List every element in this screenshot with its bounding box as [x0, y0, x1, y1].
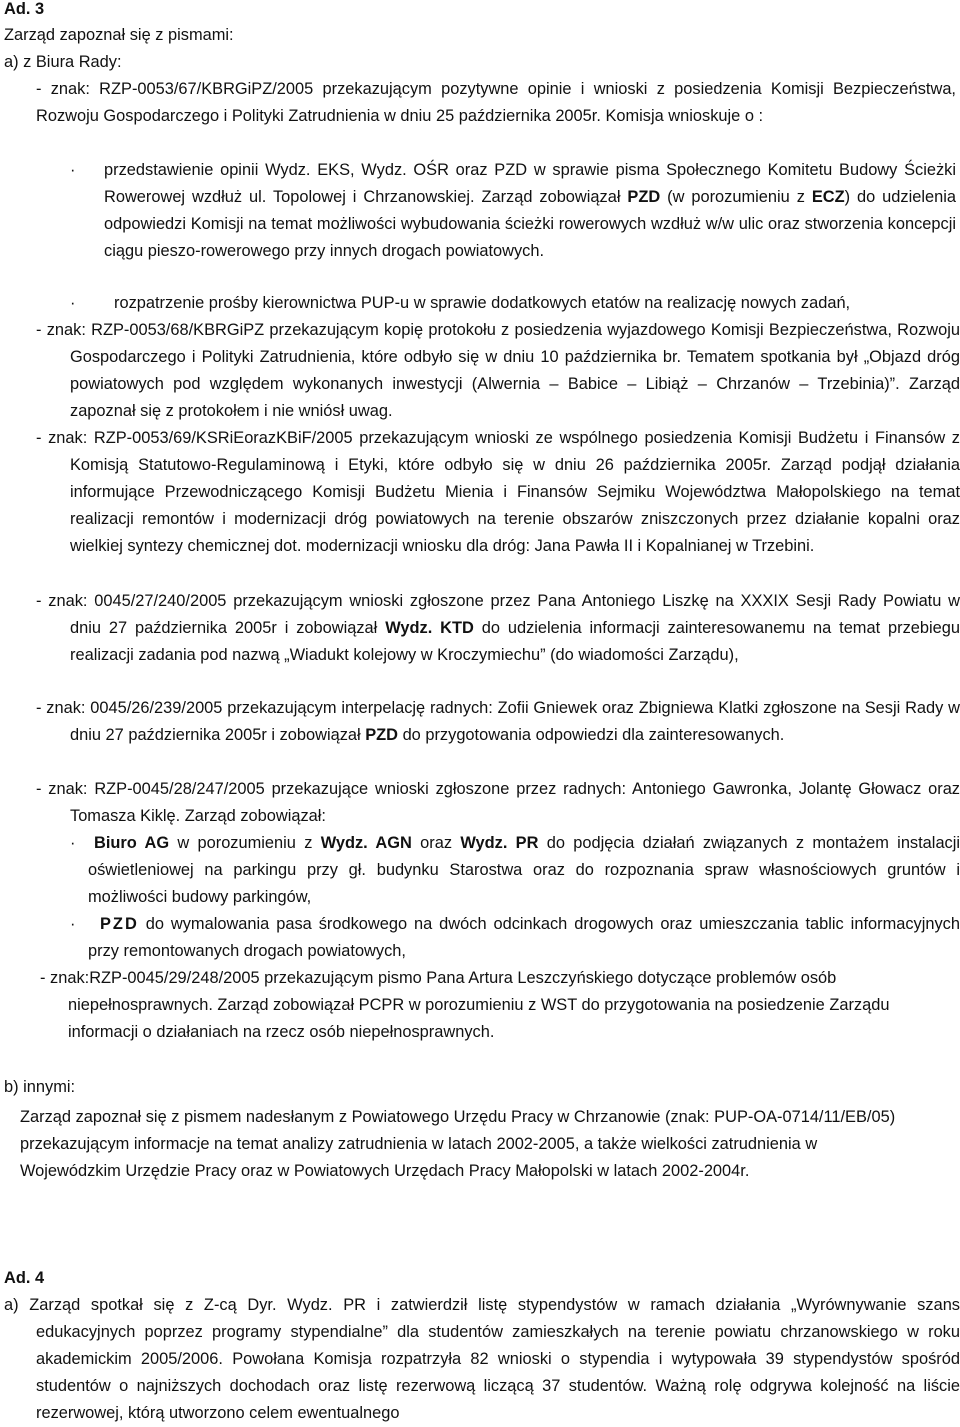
- item3-text: - znak: RZP-0053/69/KSRiEorazKBiF/2005 przekazującym wnioski ze wspólnego posiedzenia Komisji Budżetu i Finansów z Komisją Statutowo-Regulaminową i Etyki, które odbyło się w dniu 26 października 2005r. Zarząd podjął działania informujące Przewodniczącego Komisji Budżetu Mienia i Finansów Sejmiku Województwa Małopolskiego na temat realizacji remontów i modernizacji dróg powiatowych na terenie obszarów zniszczonych przez działanie kopalni oraz wielkiej syntezy chemicznej dot. modernizacji wniosku dla dróg: Jana Pawła II i Kopalnianej w Trzebini.: [36, 429, 960, 555]
- bullet: ·: [70, 161, 76, 179]
- item1-bullet1: przedstawienie opinii Wydz. EKS, Wydz. OŚR oraz PZD w sprawie pisma Społecznego Komitetu Budowy Ścieżki Rowerowej wzdłuż ul. Topolowej i Chrzanowskiej. Zarząd zobowiązał PZD (w porozumieniu z ECZ) do udzielenia odpowiedzi Komisji na temat możliwości wybudowania ścieżki rowerowych wzdłuż w/w ulic oraz stworzenia koncepcji ciągu pieszo-rowerowego przy innych drogach powiatowych.: [104, 161, 956, 260]
- item6-bullet1: Biuro AG w porozumieniu z Wydz. AGN oraz Wydz. PR do podjęcia działań związanych z montażem instalacji oświetleniowej na parkingu przy gł. budynku Starostwa oraz do rozpoznania spraw własnościowych gruntów i możliwości budowy parkingów,: [88, 834, 960, 906]
- item4-text: - znak: 0045/27/240/2005 przekazującym wnioski zgłoszone przez Pana Antoniego Liszkę na XXXIX Sesji Rady Powiatu w dniu 27 października 2005r i zobowiązał Wydz. KTD do udzielenia informacji zainteresowanemu na temat przebiegu realizacji zadania pod nazwą „Wiadukt kolejowy w Kroczymiechu” (do wiadomości Zarządu),: [36, 592, 960, 664]
- item1-bullet2: rozpatrzenie prośby kierownictwa PUP-u w sprawie dodatkowych etatów na realizację nowych zadań,: [114, 294, 851, 312]
- item7-text: - znak:RZP-0045/29/248/2005 przekazującym pismo Pana Artura Leszczyńskiego dotyczące problemów osób niepełnosprawnych. Zarząd zobowiązał PCPR w porozumieniu z WST do przygotowania na posiedzenie Zarządu informacji o działaniach na rzecz osób niepełnosprawnych.: [40, 969, 890, 1041]
- bullet: ·: [70, 294, 76, 312]
- section-b-text: Zarząd zapoznał się z pismem nadesłanym z Powiatowego Urzędu Pracy w Chrzanowie (znak: PUP-OA-0714/11/EB/05) przekazującym informacje na temat analizy zatrudnienia w latach 2002-2005, a także wielkości zatrudnienia w Wojewódzkim Urzędzie Pracy oraz w Powiatowych Urzędach Pracy Małopolski w latach 2002-2004r.: [20, 1108, 896, 1180]
- bullet: ·: [70, 915, 76, 933]
- item6-text: - znak: RZP-0045/28/247/2005 przekazujące wnioski zgłoszone przez radnych: Antoniego Gawronka, Jolantę Głowacz oraz Tomasza Kiklę. Zarząd zobowiązał:: [36, 780, 960, 825]
- item6-bullet2: PZD do wymalowania pasa środkowego na dwóch odcinkach drogowych oraz umieszczania tablic informacyjnych przy remontowanych drogach powiatowych,: [88, 915, 960, 960]
- ad4-heading: Ad. 4: [4, 1269, 45, 1287]
- ad3-heading: Ad. 3: [4, 0, 45, 18]
- section-a-label: a) z Biura Rady:: [4, 53, 122, 71]
- bullet: ·: [70, 834, 76, 852]
- item2-text: - znak: RZP-0053/68/KBRGiPZ przekazującym kopię protokołu z posiedzenia wyjazdowego Komisji Bezpieczeństwa, Rozwoju Gospodarczego i Polityki Zatrudnienia, które odbyło się w dniu 10 października br. Tematem spotkania był „Objazd dróg powiatowych pod względem wykonanych inwestycji (Alwernia – Babice – Libiąż – Chrzanów – Trzebinia)”. Zarząd zapoznał się z protokołem i nie wniósł uwag.: [36, 321, 960, 420]
- ad4-text: a) Zarząd spotkał się z Z-cą Dyr. Wydz. PR i zatwierdził listę stypendystów w ramach działania „Wyrównywanie szans edukacyjnych poprzez programy stypendialne” dla studentów zamieszkałych na terenie powiatu chrzanowskiego w roku akademickim 2005/2006. Powołana Komisja rozpatrzyła 82 wnioski o stypendia i wytypowała 39 stypendystów spośród studentów o najniższych dochodach oraz listę rezerwową liczącą 37 studentów. Ważną rolę odgrywa kolejność na liście rezerwowej, którą utworzono celem ewentualnego: [4, 1296, 960, 1422]
- section-b-label: b) innymi:: [4, 1078, 76, 1096]
- ad3-intro: Zarząd zapoznał się z pismami:: [4, 26, 234, 44]
- item1-text: - znak: RZP-0053/67/KBRGiPZ/2005 przekazującym pozytywne opinie i wnioski z posiedzenia Komisji Bezpieczeństwa, Rozwoju Gospodarczego i Polityki Zatrudnienia w dniu 25 października 2005r. Komisja wnioskuje o :: [36, 80, 956, 125]
- item5-text: - znak: 0045/26/239/2005 przekazującym interpelację radnych: Zofii Gniewek oraz Zbigniewa Klatki zgłoszone na Sesji Rady w dniu 27 października 2005r i zobowiązał PZD do przygotowania odpowiedzi dla zainteresowanych.: [36, 699, 960, 744]
